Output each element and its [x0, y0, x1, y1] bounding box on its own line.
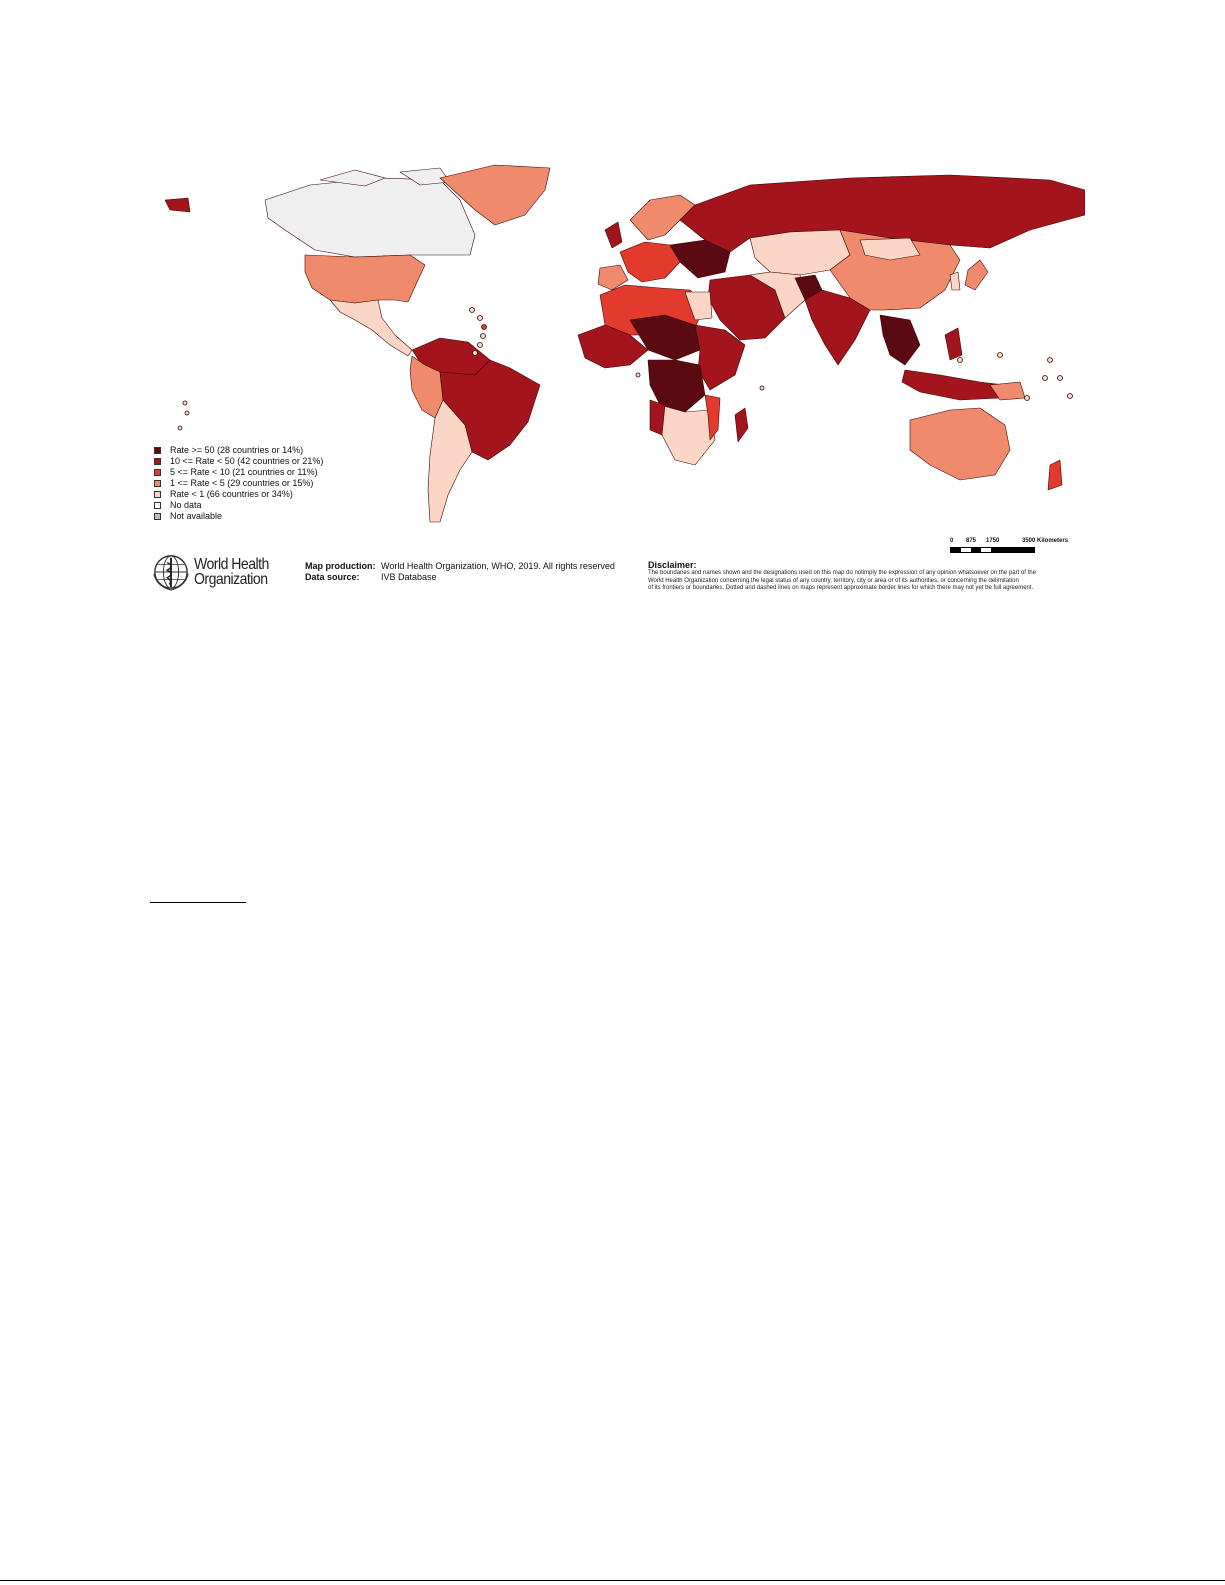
legend-label: 5 <= Rate < 10 (21 countries or 11%): [170, 467, 318, 477]
region-southeast-asia: [880, 315, 920, 365]
island-marker: [178, 426, 182, 430]
scale-track: [950, 547, 1035, 553]
region-angola: [650, 400, 665, 435]
island-marker: [478, 343, 483, 348]
legend-label: 1 <= Rate < 5 (29 countries or 15%): [170, 478, 314, 488]
scale-bar: [950, 538, 1085, 558]
legend-swatch: [154, 480, 161, 487]
island-marker: [473, 351, 478, 356]
who-logo: [152, 553, 279, 591]
legend-swatch: [154, 513, 161, 520]
legend-swatch: [154, 469, 161, 476]
legend-swatch: [154, 502, 161, 509]
island-marker: [1048, 358, 1053, 363]
region-uk: [605, 222, 622, 248]
island-marker: [998, 353, 1003, 358]
legend-label: Rate < 1 (66 countries or 34%): [170, 489, 293, 499]
legend-item: [154, 489, 323, 500]
region-japan: [965, 260, 988, 290]
disclaimer-line: The boundaries and names shown and the designations used on this map do notimply the expression of any opinion whatsoever on the part of the: [648, 570, 1036, 576]
region-new-zealand: [1048, 460, 1062, 490]
island-marker: [470, 308, 475, 313]
island-marker: [1043, 376, 1048, 381]
legend-item: [154, 500, 323, 511]
legend-label: Rate >= 50 (28 countries or 14%): [170, 445, 304, 455]
legend-item: [154, 467, 323, 478]
legend-swatch: [154, 491, 161, 498]
legend-item: [154, 511, 323, 522]
scale-segment: [951, 548, 961, 552]
disclaimer-title: Disclaimer:: [648, 560, 697, 570]
legend-label: Not available: [170, 511, 223, 521]
island-marker: [1058, 376, 1063, 381]
region-mexico-central-america: [330, 300, 412, 356]
region-madagascar: [735, 408, 748, 442]
region-indonesia: [902, 370, 1005, 400]
legend-item: [154, 445, 323, 456]
island-marker: [482, 325, 487, 330]
island-marker: [185, 411, 189, 415]
legend-item: [154, 478, 323, 489]
who-name-line2: Organization: [194, 571, 268, 588]
island-marker: [183, 401, 187, 405]
island-marker: [760, 386, 764, 390]
region-southern-africa: [660, 405, 715, 465]
map-credits: [305, 561, 615, 583]
scale-tick-label: 0: [950, 538, 954, 544]
legend-label: 10 <= Rate < 50 (42 countries or 21%): [170, 456, 324, 466]
region-alaska-tip: [165, 198, 190, 212]
map-production-label: Map production:: [305, 561, 376, 571]
data-source-value: IVB Database: [381, 572, 437, 582]
island-marker: [1025, 396, 1030, 401]
who-name-line1: World Health: [194, 556, 269, 573]
region-usa: [305, 255, 425, 303]
data-source-label: Data source:: [305, 572, 360, 582]
credits-row-map-production: [305, 561, 615, 572]
scale-segment: [971, 548, 981, 552]
scale-segment: [991, 548, 1034, 552]
map-figure: [150, 160, 1085, 610]
scale-labels: [950, 538, 1085, 547]
scale-tick-label: 875: [966, 538, 977, 544]
disclaimer-line: World Health Organization concerning the legal status of any country, territory, city or area or of its authorities, or concerning the delimitation: [648, 577, 1019, 584]
island-marker: [478, 316, 483, 321]
region-australia: [910, 408, 1010, 480]
scale-tick-label: 3500 Kilometers: [1022, 538, 1069, 544]
island-marker: [636, 373, 640, 377]
island-marker: [1068, 394, 1073, 399]
legend-item: [154, 456, 323, 467]
footnote-separator: [150, 902, 246, 903]
credits-row-data-source: [305, 572, 615, 583]
map-legend: [154, 445, 323, 522]
region-philippines: [945, 328, 962, 360]
disclaimer-line: of its frontiers or boundaries. Dotted and dashed lines on maps represent approximate border lines for which there may not yet be full agreement.: [648, 585, 1034, 591]
region-north-america-north: [265, 178, 475, 257]
region-korea: [950, 272, 960, 290]
legend-swatch: [154, 447, 161, 454]
legend-swatch: [154, 458, 161, 465]
island-marker: [481, 334, 486, 339]
page-bottom-rule: [0, 1580, 1225, 1581]
legend-label: No data: [170, 500, 202, 510]
who-emblem-icon: [152, 553, 190, 591]
who-name: [194, 557, 269, 587]
island-marker: [958, 358, 963, 363]
region-western-europe: [620, 242, 680, 282]
scale-segment: [961, 548, 971, 552]
scale-tick-label: 1750: [986, 538, 1000, 544]
disclaimer: [648, 560, 1088, 593]
scale-segment: [981, 548, 991, 552]
map-production-value: World Health Organization, WHO, 2019. All rights reserved: [381, 561, 615, 571]
